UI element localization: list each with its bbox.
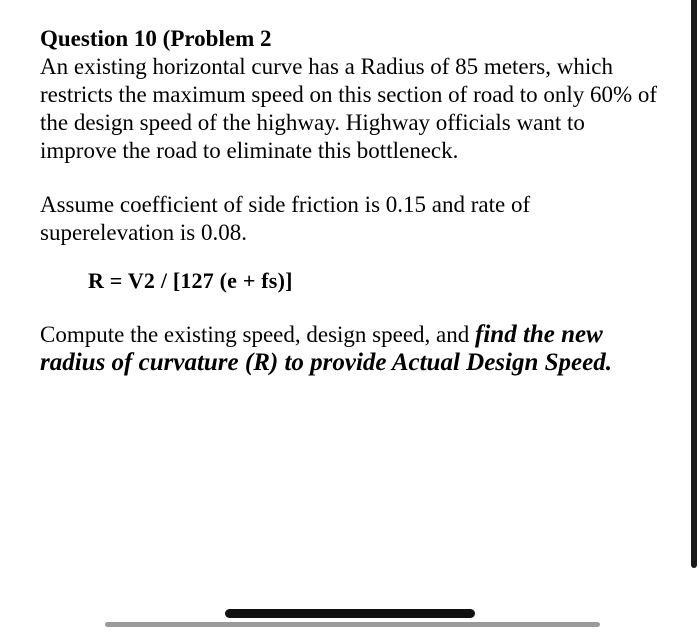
vertical-scrollbar[interactable] <box>691 0 697 568</box>
assumption-text: Assume coefficient of side friction is 0.15 and rate of superelevation is 0.08. <box>40 192 531 245</box>
spacer <box>40 295 660 321</box>
task-emphasis: find the new radius of curvature (R) to provide Actual Design Speed. <box>40 321 612 376</box>
question-content <box>40 20 660 377</box>
radius-formula: R = V2 / [127 (e + fs)] <box>88 268 293 293</box>
question-title: Question 10 (Problem 2 <box>40 26 272 51</box>
home-indicator[interactable] <box>225 609 475 618</box>
horizontal-scrollbar[interactable] <box>105 622 600 627</box>
task-text <box>40 321 660 377</box>
spacer <box>40 165 660 191</box>
task-plain: Compute the existing speed, design speed, and <box>40 322 476 347</box>
problem-intro: An existing horizontal curve has a Radius of 85 meters, which restricts the maximum speed on this section of road to only 60% of the design speed of the highway. Highway officials want to improve the road to eliminate this bottleneck. <box>40 54 658 163</box>
